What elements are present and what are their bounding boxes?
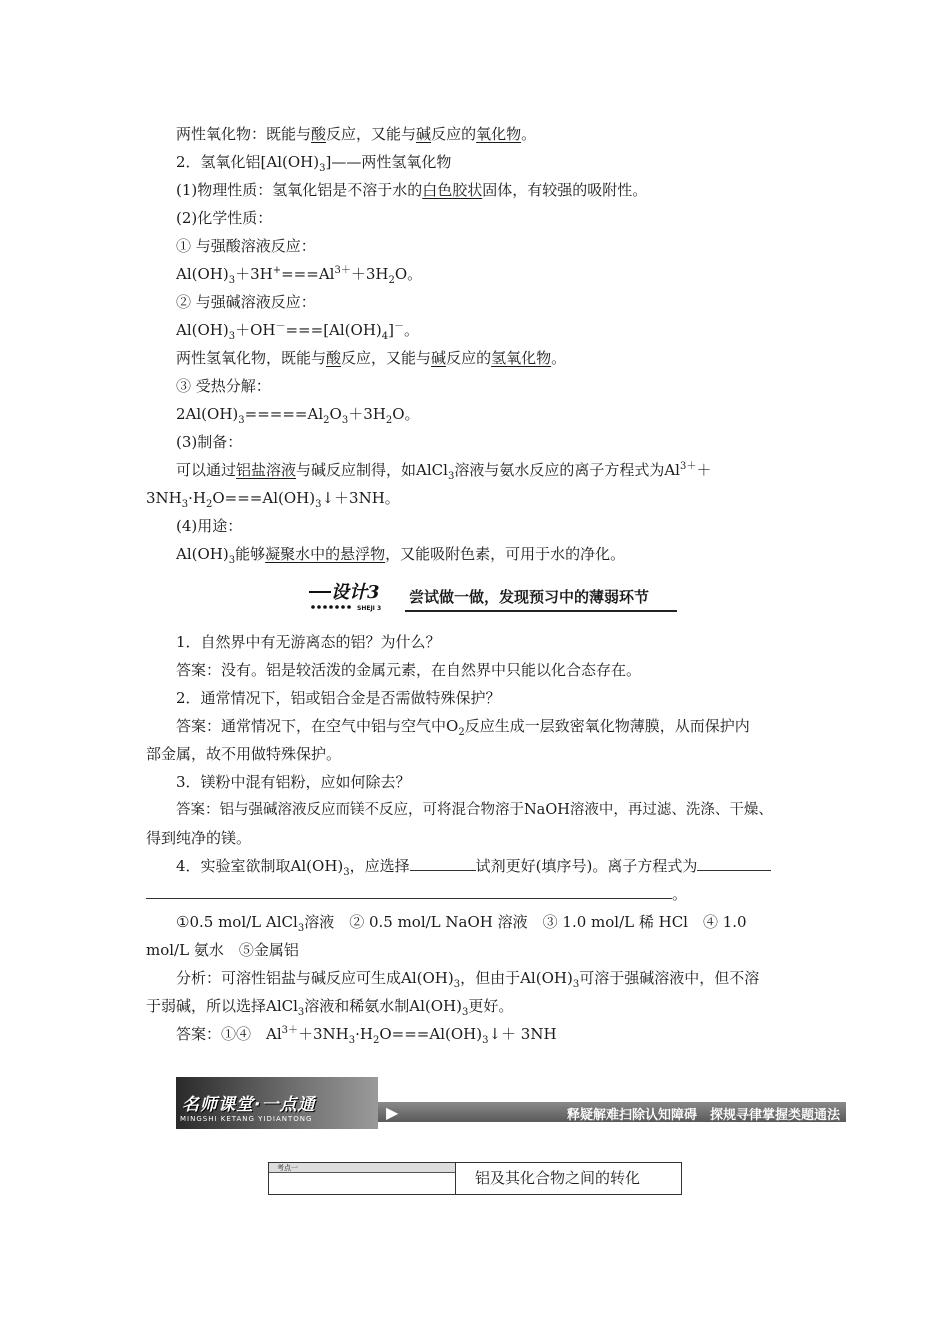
text-line: 两性氧化物：既能与酸反应，又能与碱反应的氧化物。 (176, 125, 537, 143)
section-banner (305, 578, 677, 612)
kaodian-tag: 考点一 (269, 1163, 455, 1173)
answer: 答案：铝与强碱溶液反应而镁不反应，可将混合物溶于NaOH溶液中，再过滤、洗涤、干燥、 (176, 802, 773, 818)
banner-rule (405, 610, 677, 612)
options: ①0.5 mol/L AlCl$_3$溶液 ② 0.5 mol/L NaOH 溶液 ③ 1.0 mol/L 稀 HCl ④ 1.0 (176, 913, 747, 934)
kaodian-topic: 铝及其化合物之间的转化 (475, 1169, 641, 1187)
text-line: (4)用途： (176, 517, 243, 535)
kaodian-divider (455, 1163, 456, 1194)
text-line: (2)化学性质： (176, 209, 273, 227)
analysis: 于弱碱，所以选择AlCl$_3$溶液和稀氨水制$Al(OH)_3$更好。 (146, 997, 514, 1018)
answer: 答案：①④ $Al^{3+}+3NH_3\cdot H_2O===Al(OH)_3↓+ 3NH$ (176, 1025, 557, 1046)
equation: $3NH_3\cdot H_2O===Al(OH)_3↓+3NH$。 (146, 489, 400, 510)
text-line: 两性氢氧化物，既能与酸反应，又能与碱反应的氢氧化物。 (176, 349, 567, 367)
options: mol/L 氨水 ⑤金属铝 (146, 941, 299, 959)
answer-blank[interactable] (410, 856, 476, 871)
equation: $Al(OH)_3+OH^-===[Al(OH)_4]^-$。 (176, 321, 420, 342)
question: 。 (146, 884, 687, 904)
text-line: 可以通过铝盐溶液与碱反应制得，如AlCl$_3$溶液与氨水反应的离子方程式为$Al^{3+}+$ (176, 461, 712, 482)
equation: $Al(OH)_3+3H^+===Al^{3+}+3H_2O$。 (176, 265, 423, 286)
text-line: ② 与强碱溶液反应： (176, 293, 316, 311)
logo-pinyin: SHEJI 3 (357, 605, 382, 612)
answer-blank[interactable] (697, 856, 771, 871)
text-line: ① 与强酸溶液反应： (176, 237, 316, 255)
answer-blank[interactable] (146, 884, 672, 899)
header-slogan: 释疑解难扫除认知障碍 探规寻律掌握类题通法 (566, 1108, 840, 1123)
logo-text: 设计3 (331, 582, 380, 603)
section-heading: 2．氢氧化铝$[Al(OH)_3]——$两性氢氧化物 (176, 153, 452, 174)
question: 1．自然界中有无游离态的铝？为什么？ (176, 633, 441, 651)
analysis: 分析：可溶性铝盐与碱反应可生成$Al(OH)_3$，但由于$Al(OH)_3$可溶于强碱溶液中，但不溶 (176, 969, 760, 990)
banner-title: 尝试做一做，发现预习中的薄弱环节 (409, 588, 650, 606)
question: 3．镁粉中混有铝粉，应如何除去？ (176, 773, 411, 791)
sheji-logo-icon (305, 578, 401, 612)
equation: $2Al(OH)_3=====Al_2O_3+3H_2O$。 (176, 405, 420, 426)
text-line: $Al(OH)_3$能够凝聚水中的悬浮物，又能吸附色素，可用于水的净化。 (176, 545, 626, 566)
answer: 答案：没有。铝是较活泼的金属元素，在自然界中只能以化合态存在。 (176, 661, 642, 679)
header-pinyin: MINGSHI KETANG YIDIANTONG (180, 1115, 313, 1123)
question: 2．通常情况下，铝或铝合金是否需做特殊保护？ (176, 689, 501, 707)
text-line: (1)物理性质：氢氧化铝是不溶于水的白色胶状固体，有较强的吸附性。 (176, 181, 648, 199)
section-header-bar (176, 1077, 846, 1129)
question: 4．实验室欲制取$Al(OH)_3$，应选择 试剂更好(填序号)。离子方程式为 (176, 856, 771, 876)
answer: 部金属，故不用做特殊保护。 (146, 745, 342, 763)
play-arrow-icon: ▶ (386, 1103, 399, 1122)
text-line: (3)制备： (176, 433, 243, 451)
header-title: 名师课堂·一点通 (182, 1095, 316, 1115)
kaodian-box (268, 1162, 682, 1195)
answer: 答案：通常情况下，在空气中铝与空气中$O_2$反应生成一层致密氧化物薄膜，从而保护内 (176, 717, 750, 738)
text-line: ③ 受热分解： (176, 377, 271, 395)
answer: 得到纯净的镁。 (146, 829, 252, 847)
